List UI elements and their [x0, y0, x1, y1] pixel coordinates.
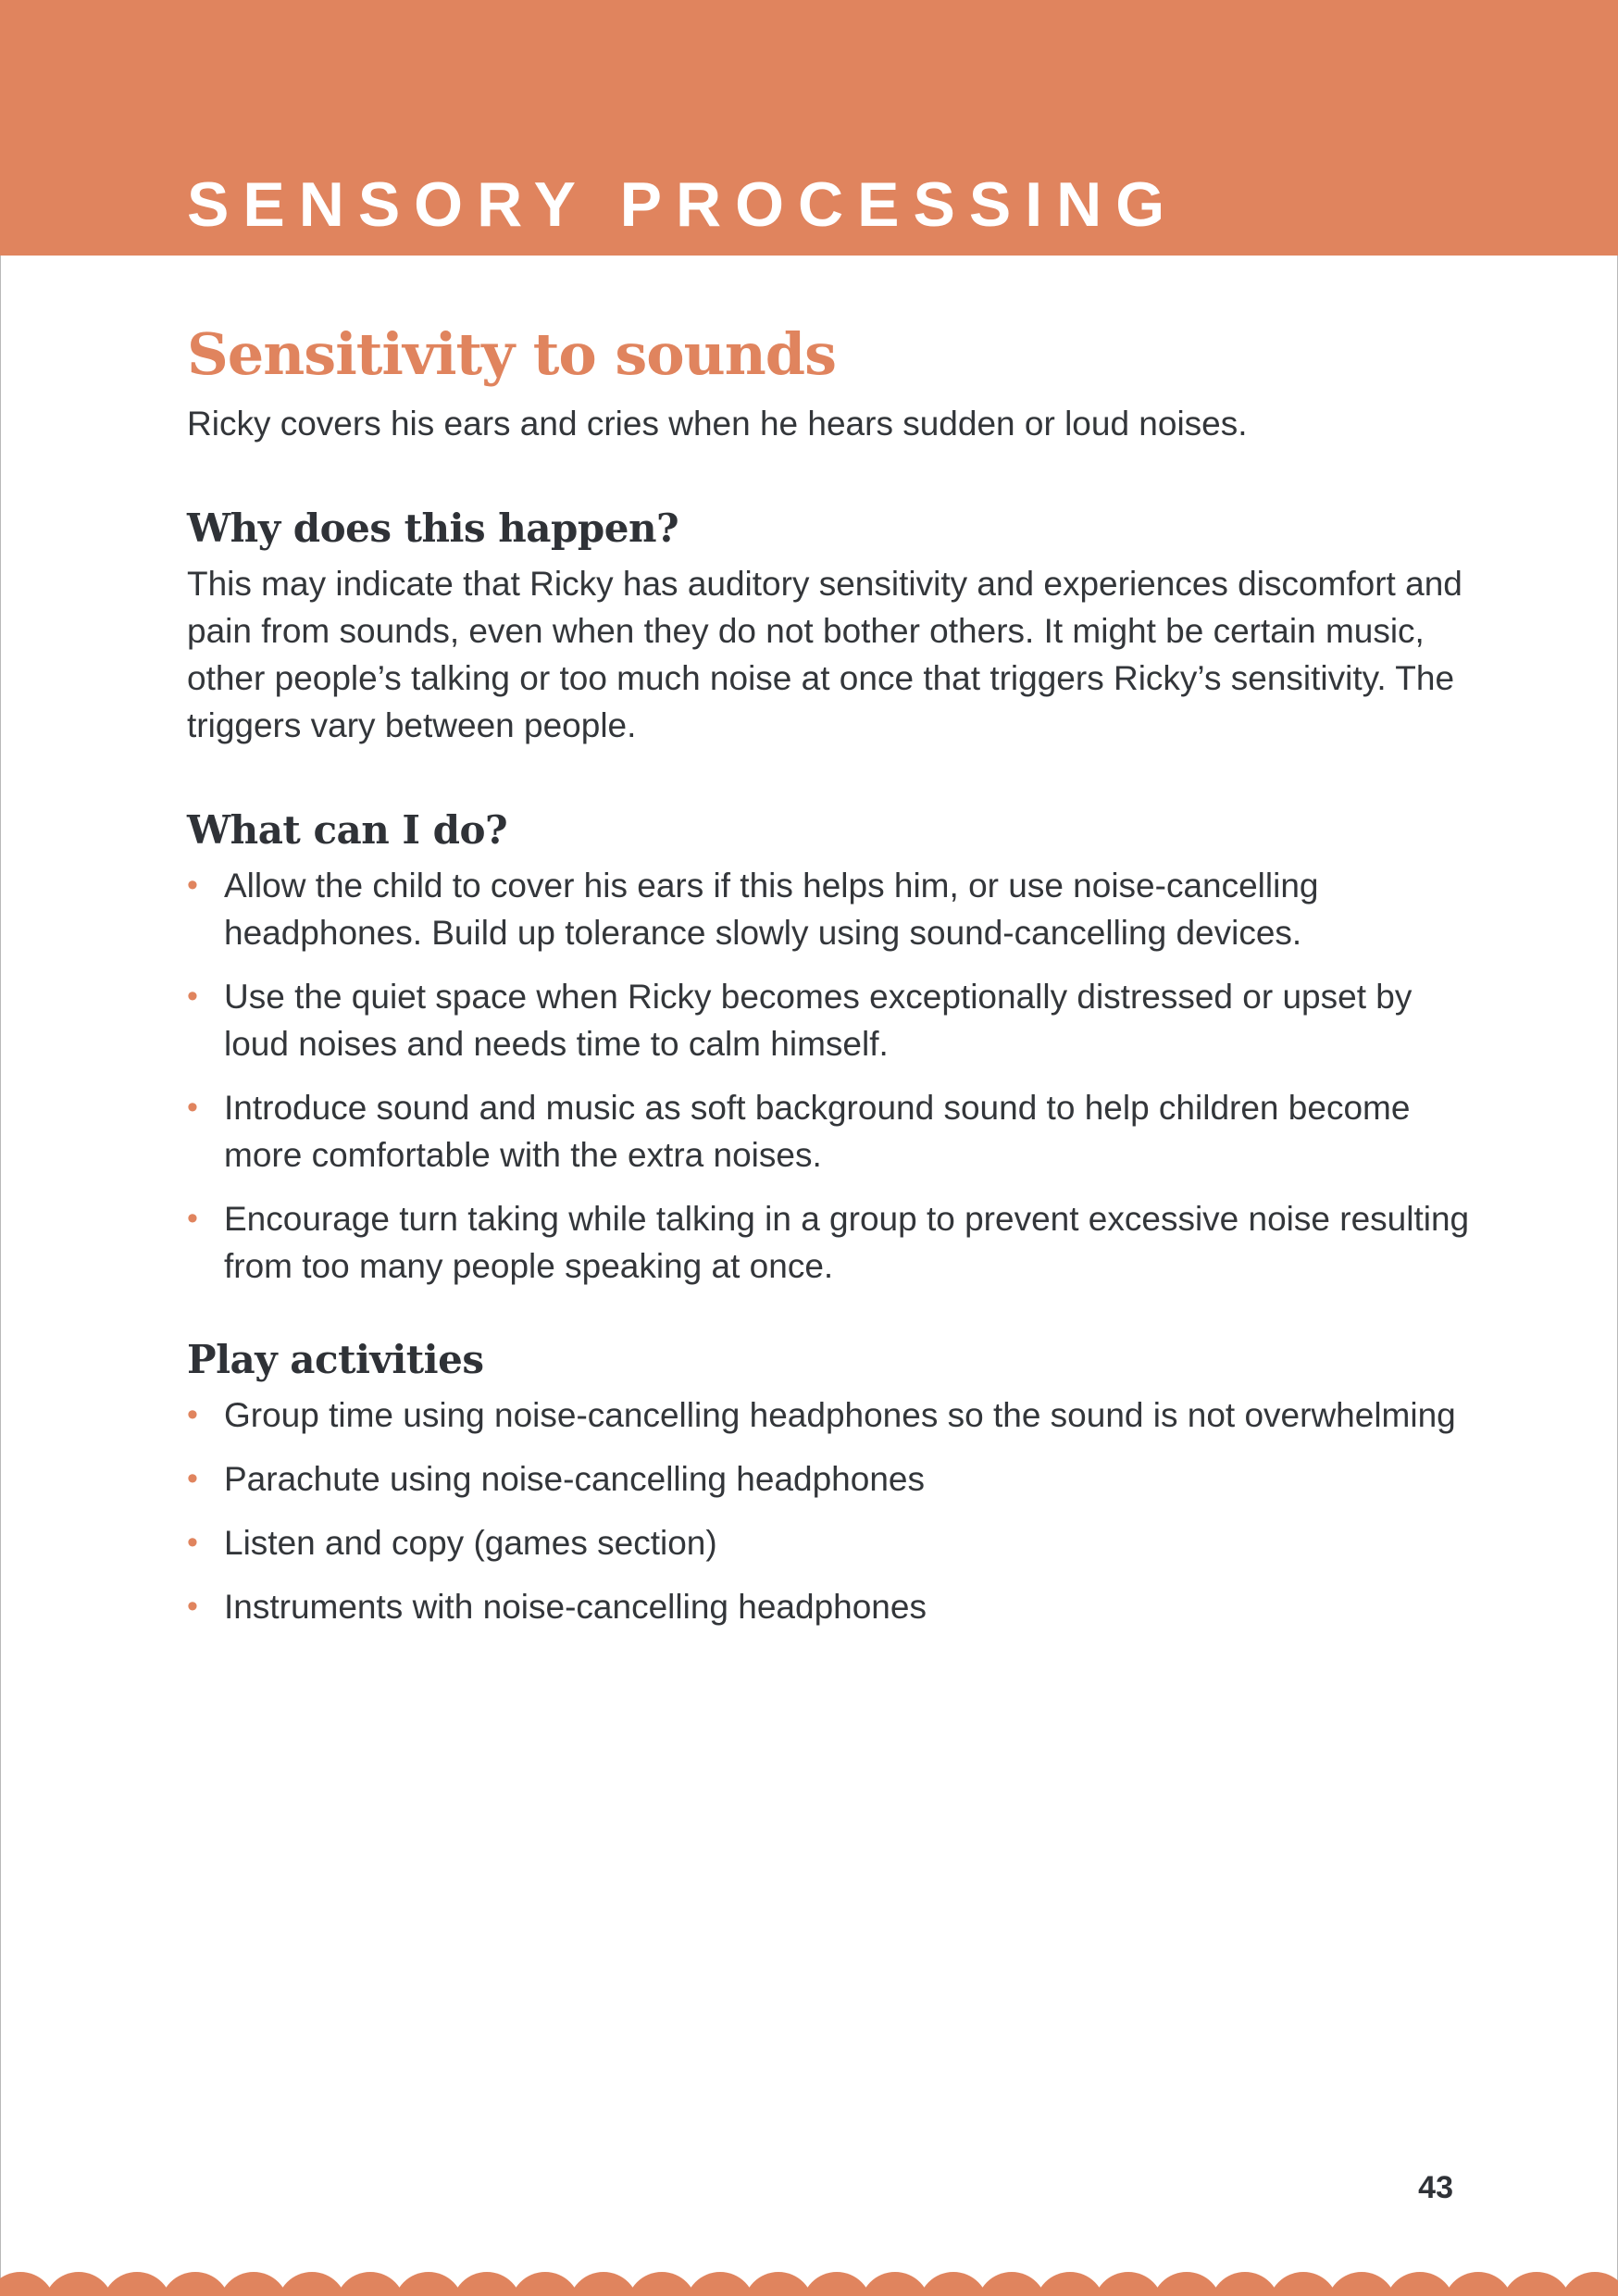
- list-item-text: Group time using noise-cancelling headphones so the sound is not overwhelming: [224, 1396, 1456, 1434]
- bullet-icon: •: [187, 1201, 198, 1236]
- list-item-text: Allow the child to cover his ears if this helps him, or use noise-cancelling headphones. Build up tolerance slowly using sound-cancelling devices.: [224, 867, 1319, 952]
- what-list: [187, 862, 1483, 1290]
- scallop-shape: [1093, 2272, 1164, 2296]
- list-item-text: Encourage turn taking while talking in a group to prevent excessive noise resulting from too many people speaking at once.: [224, 1200, 1470, 1285]
- scallop-shape: [743, 2272, 814, 2296]
- scallop-shape: [218, 2272, 289, 2296]
- scallop-shape: [452, 2272, 522, 2296]
- scallop-shape: [918, 2272, 989, 2296]
- scallop-shape: [802, 2272, 872, 2296]
- bullet-icon: •: [187, 979, 198, 1014]
- scallop-shape: [568, 2272, 639, 2296]
- scallop-shape: [685, 2272, 755, 2296]
- list-item: [187, 1583, 1483, 1630]
- header-band: [0, 0, 1618, 256]
- scallop-shape: [977, 2272, 1047, 2296]
- page-number: 43: [1418, 2170, 1453, 2205]
- scallop-shape: [1268, 2272, 1338, 2296]
- list-item: [187, 1455, 1483, 1503]
- list-item: [187, 973, 1483, 1067]
- bullet-icon: •: [187, 1589, 198, 1624]
- list-item: [187, 1084, 1483, 1179]
- scallop-shape: [102, 2272, 172, 2296]
- scallop-shape: [277, 2272, 347, 2296]
- scallop-shape: [44, 2272, 114, 2296]
- play-heading: Play activities: [187, 1337, 484, 1382]
- what-heading: What can I do?: [187, 807, 508, 853]
- list-item: [187, 1391, 1483, 1439]
- scallop-shape: [1560, 2272, 1618, 2296]
- scallop-shape: [1210, 2272, 1280, 2296]
- why-body: This may indicate that Ricky has auditory sensitivity and experiences discomfort and pain from sounds, even when they do not bother others. It might be certain music, other people’s talking or too much noise at once that triggers Ricky’s sensitivity. The triggers vary between people.: [187, 565, 1462, 744]
- list-item: [187, 1195, 1483, 1290]
- scallop-shape: [393, 2272, 464, 2296]
- list-item-text: Use the quiet space when Ricky becomes exceptionally distressed or upset by loud noises and needs time to calm himself.: [224, 978, 1413, 1063]
- play-list: [187, 1391, 1483, 1630]
- list-item: [187, 1519, 1483, 1566]
- why-heading: Why does this happen?: [187, 505, 679, 551]
- bullet-icon: •: [187, 1461, 198, 1496]
- list-item-text: Introduce sound and music as soft background sound to help children become more comfortable with the extra noises.: [224, 1089, 1411, 1174]
- scallop-shape: [1326, 2272, 1397, 2296]
- main-content: [187, 315, 1483, 1647]
- bullet-icon: •: [187, 1397, 198, 1432]
- list-item: [187, 862, 1483, 956]
- scallop-shape: [1151, 2272, 1222, 2296]
- scallop-border: [0, 2265, 1618, 2296]
- scallop-shape: [1501, 2272, 1572, 2296]
- bullet-icon: •: [187, 867, 198, 903]
- scallop-shape: [1443, 2272, 1513, 2296]
- scallop-shape: [510, 2272, 580, 2296]
- scallop-shape: [1385, 2272, 1455, 2296]
- scallop-border-graphic: [0, 2265, 1618, 2296]
- scallop-shape: [860, 2272, 930, 2296]
- list-item-text: Listen and copy (games section): [224, 1524, 717, 1562]
- section-title: Sensitivity to sounds: [187, 320, 837, 388]
- list-item-text: Parachute using noise-cancelling headphones: [224, 1460, 925, 1498]
- scallop-shape: [335, 2272, 405, 2296]
- scallop-shape: [160, 2272, 230, 2296]
- intro-text: Ricky covers his ears and cries when he hears sudden or loud noises.: [187, 405, 1248, 443]
- scallop-shape: [627, 2272, 697, 2296]
- list-item-text: Instruments with noise-cancelling headphones: [224, 1588, 927, 1626]
- bullet-icon: •: [187, 1090, 198, 1125]
- chapter-title: SENSORY PROCESSING: [187, 169, 1179, 240]
- bullet-icon: •: [187, 1525, 198, 1560]
- scallop-shape: [1035, 2272, 1105, 2296]
